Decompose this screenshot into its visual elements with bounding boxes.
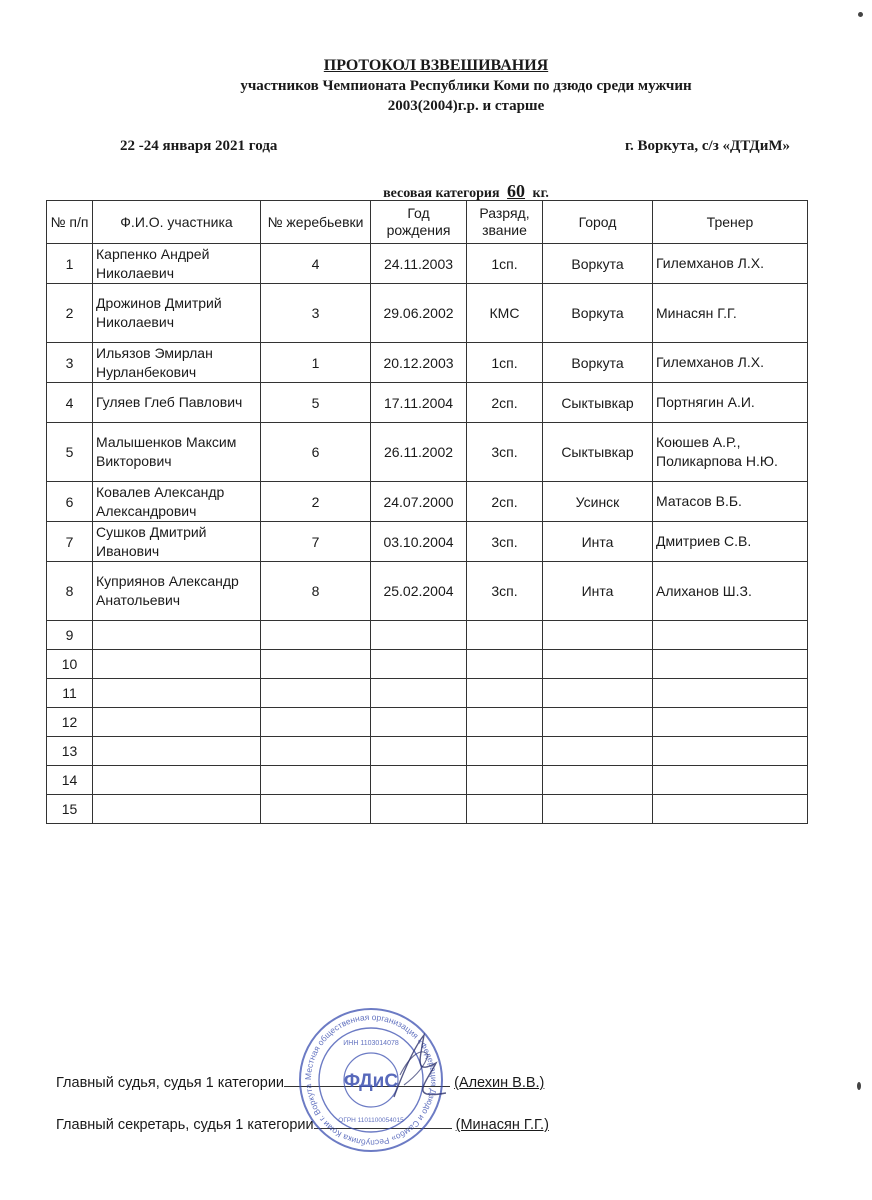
weight-suffix: кг.	[532, 186, 549, 201]
empty-table-row	[47, 621, 808, 650]
rank-cell: 1сп.	[467, 244, 543, 284]
empty-cell	[467, 650, 543, 679]
empty-cell	[371, 766, 467, 795]
birth-date-cell: 25.02.2004	[371, 562, 467, 621]
empty-cell	[93, 650, 261, 679]
empty-cell	[543, 737, 653, 766]
empty-table-row	[47, 679, 808, 708]
rank-cell: 3сп.	[467, 522, 543, 562]
birth-date-cell: 24.11.2003	[371, 244, 467, 284]
draw-number-cell: 8	[261, 562, 371, 621]
stamp-center-text: ФДиС	[343, 1071, 399, 1092]
empty-cell	[93, 708, 261, 737]
empty-cell	[371, 650, 467, 679]
empty-cell	[371, 679, 467, 708]
participant-name-cell: Куприянов Александр Анатольевич	[93, 562, 261, 621]
participant-name-cell: Малышенков Максим Викторович	[93, 423, 261, 482]
coach-cell: Алиханов Ш.З.	[653, 562, 808, 621]
city-cell: Инта	[543, 522, 653, 562]
weigh-in-table	[46, 200, 808, 824]
empty-cell	[261, 737, 371, 766]
empty-cell	[653, 708, 808, 737]
empty-cell	[261, 621, 371, 650]
table-row	[47, 522, 808, 562]
draw-number-cell: 4	[261, 244, 371, 284]
row-number-cell: 6	[47, 482, 93, 522]
empty-cell	[93, 679, 261, 708]
table-row	[47, 423, 808, 482]
birth-date-cell: 29.06.2002	[371, 284, 467, 343]
column-header: Тренер	[653, 201, 808, 244]
coach-cell: Матасов В.Б.	[653, 482, 808, 522]
city-cell: Воркута	[543, 343, 653, 383]
column-header: № жеребьевки	[261, 201, 371, 244]
empty-cell	[93, 737, 261, 766]
table-row	[47, 383, 808, 423]
table-body	[47, 244, 808, 824]
empty-cell	[543, 708, 653, 737]
city-cell: Сыктывкар	[543, 383, 653, 423]
rank-cell: 1сп.	[467, 343, 543, 383]
table-row	[47, 343, 808, 383]
rank-cell: КМС	[467, 284, 543, 343]
row-number-cell: 10	[47, 650, 93, 679]
organization-stamp	[296, 1005, 446, 1155]
empty-cell	[93, 621, 261, 650]
draw-number-cell: 2	[261, 482, 371, 522]
empty-cell	[653, 650, 808, 679]
rank-cell: 3сп.	[467, 562, 543, 621]
weight-category	[0, 181, 872, 202]
column-header: Город	[543, 201, 653, 244]
participant-name-cell: Дрожинов Дмитрий Николаевич	[93, 284, 261, 343]
birth-date-cell: 17.11.2004	[371, 383, 467, 423]
chief-secretary-name: (Минасян Г.Г.)	[455, 1117, 549, 1133]
draw-number-cell: 1	[261, 343, 371, 383]
participant-name-cell: Ковалев Александр Александрович	[93, 482, 261, 522]
stamp-ring-text: Местная общественная организация «Федерация Дзюдо и Самбо» Республика Коми г. Воркута	[302, 1011, 440, 1149]
row-number-cell: 4	[47, 383, 93, 423]
coach-cell: Коюшев А.Р., Поликарпова Н.Ю.	[653, 423, 808, 482]
participant-name-cell: Ильязов Эмирлан Нурланбекович	[93, 343, 261, 383]
empty-cell	[467, 621, 543, 650]
table-row	[47, 562, 808, 621]
column-header: Ф.И.О. участника	[93, 201, 261, 244]
row-number-cell: 14	[47, 766, 93, 795]
empty-cell	[261, 679, 371, 708]
birth-date-cell: 20.12.2003	[371, 343, 467, 383]
rank-cell: 2сп.	[467, 383, 543, 423]
row-number-cell: 9	[47, 621, 93, 650]
empty-cell	[371, 795, 467, 824]
empty-cell	[653, 766, 808, 795]
empty-cell	[467, 708, 543, 737]
weight-prefix: весовая категория	[383, 186, 500, 201]
city-cell: Усинск	[543, 482, 653, 522]
coach-cell: Минасян Г.Г.	[653, 284, 808, 343]
empty-table-row	[47, 795, 808, 824]
draw-number-cell: 5	[261, 383, 371, 423]
city-cell: Воркута	[543, 284, 653, 343]
empty-cell	[467, 737, 543, 766]
empty-cell	[467, 766, 543, 795]
empty-cell	[93, 766, 261, 795]
empty-cell	[543, 650, 653, 679]
weight-value: 60	[507, 181, 526, 201]
table-row	[47, 244, 808, 284]
row-number-cell: 3	[47, 343, 93, 383]
table-header-row	[47, 201, 808, 244]
empty-cell	[261, 766, 371, 795]
document-title: ПРОТОКОЛ ВЗВЕШИВАНИЯ	[323, 57, 549, 74]
empty-cell	[261, 650, 371, 679]
document-subtitle-years: 2003(2004)г.р. и старше	[387, 98, 545, 114]
coach-cell: Гилемханов Л.Х.	[653, 244, 808, 284]
empty-table-row	[47, 766, 808, 795]
city-cell: Инта	[543, 562, 653, 621]
birth-date-cell: 03.10.2004	[371, 522, 467, 562]
stamp-ogrn: ОГРН 1101100054015	[338, 1117, 404, 1124]
document-subtitle: участников Чемпионата Республики Коми по дзюдо среди мужчин	[240, 78, 692, 94]
row-number-cell: 12	[47, 708, 93, 737]
empty-table-row	[47, 650, 808, 679]
draw-number-cell: 3	[261, 284, 371, 343]
event-date: 22 -24 января 2021 года	[120, 138, 278, 154]
row-number-cell: 2	[47, 284, 93, 343]
empty-cell	[653, 795, 808, 824]
draw-number-cell: 7	[261, 522, 371, 562]
row-number-cell: 15	[47, 795, 93, 824]
row-number-cell: 5	[47, 423, 93, 482]
empty-table-row	[47, 708, 808, 737]
row-number-cell: 11	[47, 679, 93, 708]
participant-name-cell: Карпенко Андрей Николаевич	[93, 244, 261, 284]
empty-cell	[261, 795, 371, 824]
handwritten-signature-stroke	[400, 1052, 428, 1085]
coach-cell: Портнягин А.И.	[653, 383, 808, 423]
empty-cell	[543, 679, 653, 708]
empty-cell	[467, 679, 543, 708]
row-number-cell: 8	[47, 562, 93, 621]
scan-speck	[858, 12, 863, 17]
city-cell: Сыктывкар	[543, 423, 653, 482]
empty-cell	[261, 708, 371, 737]
empty-table-row	[47, 737, 808, 766]
birth-date-cell: 26.11.2002	[371, 423, 467, 482]
column-header: Год рождения	[371, 201, 467, 244]
empty-cell	[653, 679, 808, 708]
chief-judge-name: (Алехин В.В.)	[454, 1075, 545, 1091]
empty-cell	[543, 621, 653, 650]
chief-judge-label: Главный судья, судья 1 категории	[56, 1075, 285, 1091]
draw-number-cell: 6	[261, 423, 371, 482]
empty-cell	[543, 766, 653, 795]
column-header: Разряд, звание	[467, 201, 543, 244]
scan-speck	[857, 1082, 861, 1090]
row-number-cell: 13	[47, 737, 93, 766]
coach-cell: Дмитриев С.В.	[653, 522, 808, 562]
empty-cell	[371, 737, 467, 766]
empty-cell	[93, 795, 261, 824]
stamp-inn: ИНН 1103014078	[343, 1040, 399, 1047]
table-row	[47, 284, 808, 343]
event-place: г. Воркута, с/з «ДТДиМ»	[624, 138, 790, 154]
empty-cell	[543, 795, 653, 824]
rank-cell: 2сп.	[467, 482, 543, 522]
participant-name-cell: Гуляев Глеб Павлович	[93, 383, 261, 423]
participant-name-cell: Сушков Дмитрий Иванович	[93, 522, 261, 562]
empty-cell	[371, 708, 467, 737]
city-cell: Воркута	[543, 244, 653, 284]
row-number-cell: 7	[47, 522, 93, 562]
empty-cell	[653, 621, 808, 650]
empty-cell	[653, 737, 808, 766]
coach-cell: Гилемханов Л.Х.	[653, 343, 808, 383]
table-row	[47, 482, 808, 522]
rank-cell: 3сп.	[467, 423, 543, 482]
empty-cell	[371, 621, 467, 650]
column-header: № п/п	[47, 201, 93, 244]
empty-cell	[467, 795, 543, 824]
chief-secretary-label: Главный секретарь, судья 1 категории	[56, 1117, 314, 1133]
birth-date-cell: 24.07.2000	[371, 482, 467, 522]
row-number-cell: 1	[47, 244, 93, 284]
